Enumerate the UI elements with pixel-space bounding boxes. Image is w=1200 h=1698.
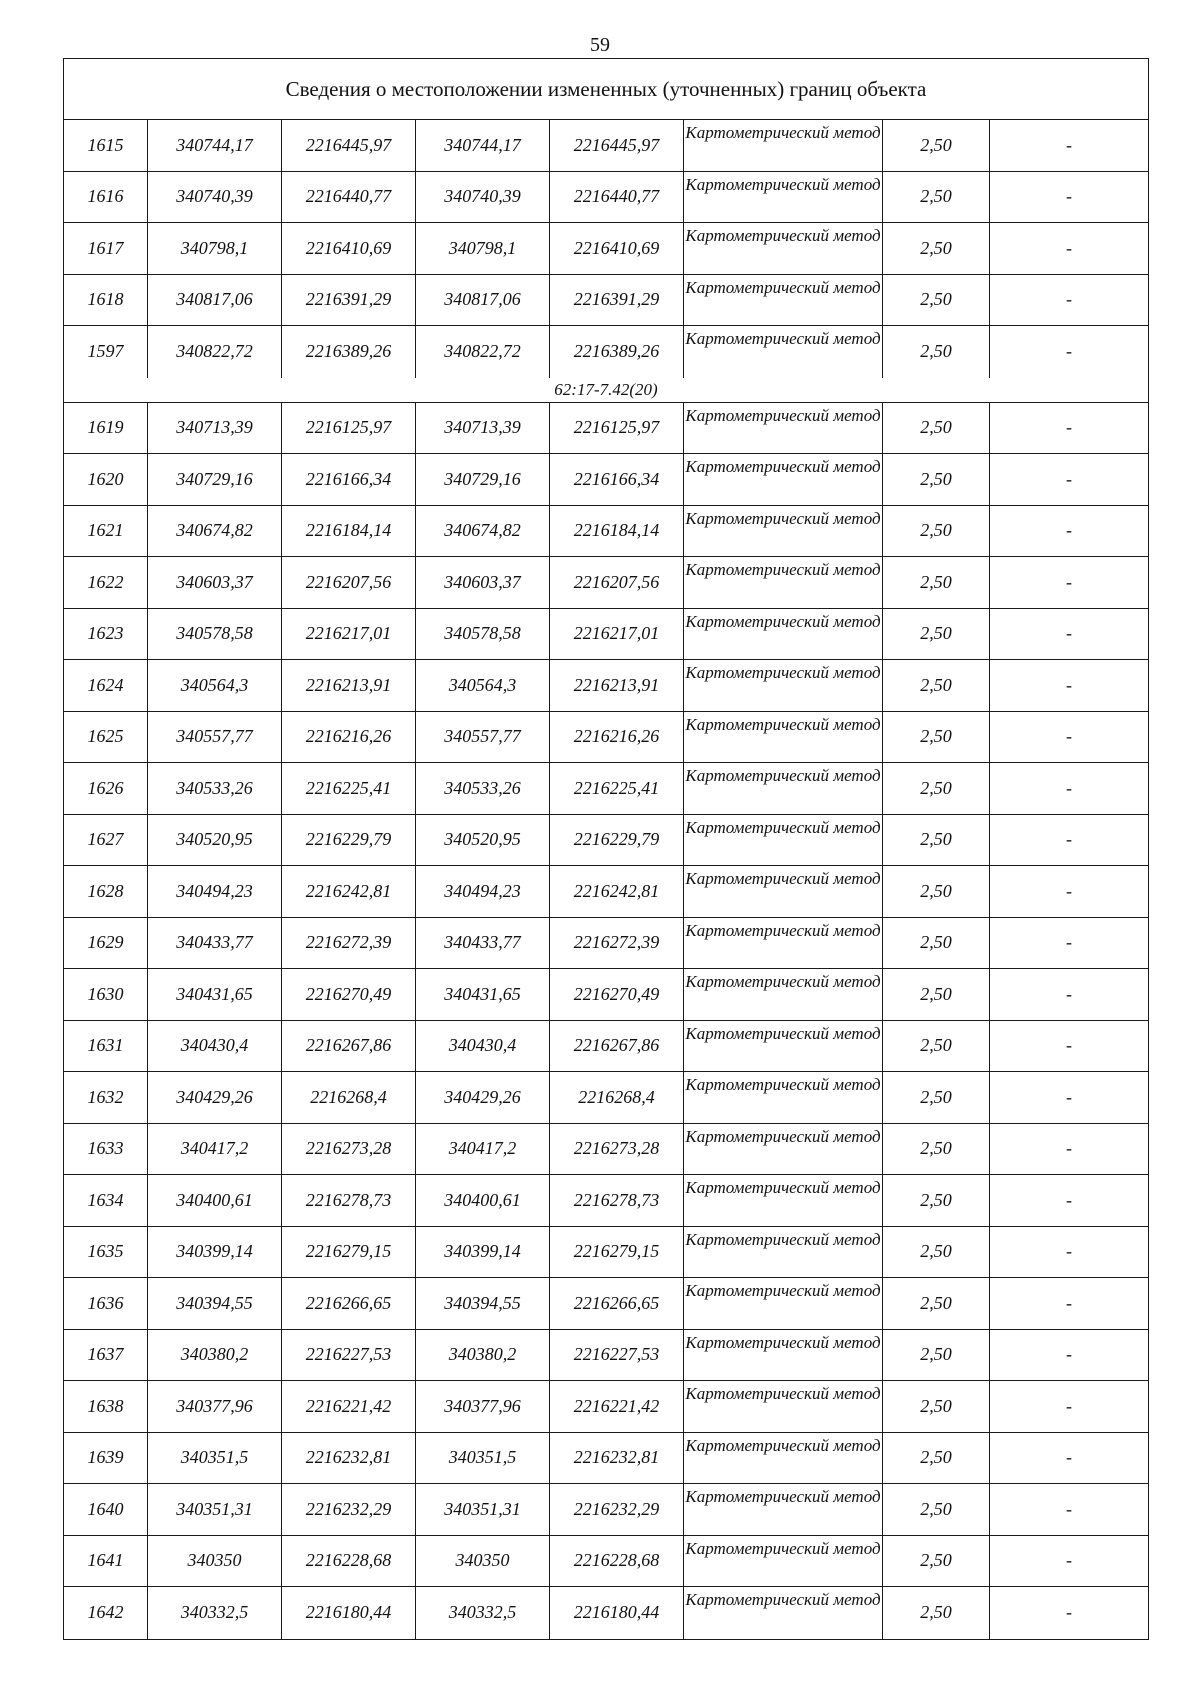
- description-cell: -: [1066, 237, 1072, 258]
- y-coordinate: 2216229,79: [282, 815, 416, 866]
- accuracy-cell: 2,50: [883, 712, 990, 763]
- method-cell: Картометрический метод: [684, 454, 883, 505]
- x-coordinate-new: 340557,77: [416, 712, 550, 763]
- accuracy-cell: 2,50: [883, 326, 990, 378]
- y-coordinate-new: 2216445,97: [550, 120, 684, 171]
- point-number: 1630: [64, 969, 148, 1020]
- table-row: [64, 120, 1148, 172]
- y-coordinate: 2216125,97: [282, 403, 416, 454]
- y-coordinate-new: 2216410,69: [550, 223, 684, 274]
- table-row: [64, 506, 1148, 558]
- description-cell: -: [1066, 726, 1072, 747]
- x-coordinate-new: 340578,58: [416, 609, 550, 660]
- table-row: [64, 1021, 1148, 1073]
- method-cell: Картометрический метод: [684, 1021, 883, 1072]
- y-coordinate-new: 2216125,97: [550, 403, 684, 454]
- y-coordinate: 2216272,39: [282, 918, 416, 969]
- x-coordinate: 340729,16: [148, 454, 282, 505]
- x-coordinate-new: 340817,06: [416, 275, 550, 326]
- x-coordinate-new: 340429,26: [416, 1072, 550, 1123]
- table-row: [64, 712, 1148, 764]
- x-coordinate: 340674,82: [148, 506, 282, 557]
- method-cell: Картометрический метод: [684, 1381, 883, 1432]
- y-coordinate: 2216270,49: [282, 969, 416, 1020]
- point-number: 1636: [64, 1278, 148, 1329]
- y-coordinate: 2216279,15: [282, 1227, 416, 1278]
- y-coordinate-new: 2216278,73: [550, 1175, 684, 1226]
- point-number: 1623: [64, 609, 148, 660]
- y-coordinate-new: 2216272,39: [550, 918, 684, 969]
- accuracy-cell: 2,50: [883, 815, 990, 866]
- table-row: [64, 1227, 1148, 1279]
- y-coordinate-new: 2216232,81: [550, 1433, 684, 1484]
- y-coordinate: 2216184,14: [282, 506, 416, 557]
- table-title: Сведения о местоположении измененных (уточненных) границ объекта: [64, 59, 1148, 120]
- point-number: 1639: [64, 1433, 148, 1484]
- point-number: 1641: [64, 1536, 148, 1587]
- accuracy-cell: 2,50: [883, 969, 990, 1020]
- description-cell: -: [1066, 983, 1072, 1004]
- table-row: [64, 1381, 1148, 1433]
- x-coordinate-new: 340674,82: [416, 506, 550, 557]
- method-cell: Картометрический метод: [684, 326, 883, 378]
- table-row: [64, 1072, 1148, 1124]
- method-cell: Картометрический метод: [684, 557, 883, 608]
- method-cell: Картометрический метод: [684, 660, 883, 711]
- table-row: [64, 1330, 1148, 1382]
- description-cell: -: [1066, 134, 1072, 155]
- x-coordinate: 340351,31: [148, 1484, 282, 1535]
- accuracy-cell: 2,50: [883, 557, 990, 608]
- point-number: 1638: [64, 1381, 148, 1432]
- point-number: 1618: [64, 275, 148, 326]
- point-number: 1626: [64, 763, 148, 814]
- y-coordinate: 2216227,53: [282, 1330, 416, 1381]
- accuracy-cell: 2,50: [883, 1021, 990, 1072]
- description-cell: -: [1066, 880, 1072, 901]
- accuracy-cell: 2,50: [883, 1227, 990, 1278]
- method-cell: Картометрический метод: [684, 223, 883, 274]
- accuracy-cell: 2,50: [883, 1072, 990, 1123]
- accuracy-cell: 2,50: [883, 1587, 990, 1639]
- y-coordinate: 2216216,26: [282, 712, 416, 763]
- row-group-a: [64, 120, 1148, 378]
- table-row: [64, 918, 1148, 970]
- accuracy-cell: 2,50: [883, 454, 990, 505]
- x-coordinate: 340713,39: [148, 403, 282, 454]
- x-coordinate: 340798,1: [148, 223, 282, 274]
- description-cell: -: [1066, 1189, 1072, 1210]
- accuracy-cell: 2,50: [883, 1484, 990, 1535]
- x-coordinate-new: 340533,26: [416, 763, 550, 814]
- x-coordinate: 340400,61: [148, 1175, 282, 1226]
- y-coordinate: 2216268,4: [282, 1072, 416, 1123]
- method-cell: Картометрический метод: [684, 1278, 883, 1329]
- y-coordinate-new: 2216225,41: [550, 763, 684, 814]
- table-row: [64, 1536, 1148, 1588]
- x-coordinate-new: 340332,5: [416, 1587, 550, 1639]
- y-coordinate-new: 2216270,49: [550, 969, 684, 1020]
- x-coordinate: 340603,37: [148, 557, 282, 608]
- point-number: 1616: [64, 172, 148, 223]
- accuracy-cell: 2,50: [883, 609, 990, 660]
- y-coordinate: 2216273,28: [282, 1124, 416, 1175]
- y-coordinate-new: 2216180,44: [550, 1587, 684, 1639]
- x-coordinate-new: 340744,17: [416, 120, 550, 171]
- description-cell: -: [1066, 341, 1072, 362]
- y-coordinate: 2216266,65: [282, 1278, 416, 1329]
- y-coordinate-new: 2216389,26: [550, 326, 684, 378]
- x-coordinate-new: 340564,3: [416, 660, 550, 711]
- table-row: [64, 275, 1148, 327]
- table-row: [64, 1124, 1148, 1176]
- accuracy-cell: 2,50: [883, 403, 990, 454]
- table-row: [64, 1484, 1148, 1536]
- method-cell: Картометрический метод: [684, 969, 883, 1020]
- method-cell: Картометрический метод: [684, 1227, 883, 1278]
- x-coordinate: 340578,58: [148, 609, 282, 660]
- section-label: 62:17-7.42(20): [64, 378, 1148, 403]
- description-cell: -: [1066, 1086, 1072, 1107]
- x-coordinate-new: 340520,95: [416, 815, 550, 866]
- method-cell: Картометрический метод: [684, 120, 883, 171]
- description-cell: -: [1066, 520, 1072, 541]
- table-row: [64, 1433, 1148, 1485]
- point-number: 1619: [64, 403, 148, 454]
- description-cell: -: [1066, 1138, 1072, 1159]
- method-cell: Картометрический метод: [684, 275, 883, 326]
- method-cell: Картометрический метод: [684, 918, 883, 969]
- method-cell: Картометрический метод: [684, 763, 883, 814]
- description-cell: -: [1066, 1447, 1072, 1468]
- x-coordinate: 340394,55: [148, 1278, 282, 1329]
- method-cell: Картометрический метод: [684, 609, 883, 660]
- method-cell: Картометрический метод: [684, 1433, 883, 1484]
- x-coordinate: 340399,14: [148, 1227, 282, 1278]
- x-coordinate-new: 340430,4: [416, 1021, 550, 1072]
- point-number: 1620: [64, 454, 148, 505]
- y-coordinate: 2216228,68: [282, 1536, 416, 1587]
- x-coordinate-new: 340433,77: [416, 918, 550, 969]
- y-coordinate-new: 2216267,86: [550, 1021, 684, 1072]
- y-coordinate: 2216180,44: [282, 1587, 416, 1639]
- x-coordinate-new: 340494,23: [416, 866, 550, 917]
- method-cell: Картометрический метод: [684, 172, 883, 223]
- point-number: 1634: [64, 1175, 148, 1226]
- description-cell: -: [1066, 1292, 1072, 1313]
- y-coordinate-new: 2216268,4: [550, 1072, 684, 1123]
- y-coordinate-new: 2216207,56: [550, 557, 684, 608]
- accuracy-cell: 2,50: [883, 918, 990, 969]
- y-coordinate: 2216217,01: [282, 609, 416, 660]
- y-coordinate-new: 2216391,29: [550, 275, 684, 326]
- y-coordinate: 2216221,42: [282, 1381, 416, 1432]
- point-number: 1627: [64, 815, 148, 866]
- accuracy-cell: 2,50: [883, 275, 990, 326]
- x-coordinate: 340350: [148, 1536, 282, 1587]
- y-coordinate: 2216213,91: [282, 660, 416, 711]
- accuracy-cell: 2,50: [883, 1381, 990, 1432]
- accuracy-cell: 2,50: [883, 223, 990, 274]
- x-coordinate: 340520,95: [148, 815, 282, 866]
- accuracy-cell: 2,50: [883, 1433, 990, 1484]
- description-cell: -: [1066, 186, 1072, 207]
- x-coordinate-new: 340431,65: [416, 969, 550, 1020]
- x-coordinate-new: 340351,5: [416, 1433, 550, 1484]
- description-cell: -: [1066, 1550, 1072, 1571]
- point-number: 1628: [64, 866, 148, 917]
- point-number: 1637: [64, 1330, 148, 1381]
- x-coordinate-new: 340400,61: [416, 1175, 550, 1226]
- table-row: [64, 403, 1148, 455]
- description-cell: -: [1066, 417, 1072, 438]
- point-number: 1632: [64, 1072, 148, 1123]
- x-coordinate-new: 340399,14: [416, 1227, 550, 1278]
- point-number: 1621: [64, 506, 148, 557]
- x-coordinate-new: 340822,72: [416, 326, 550, 378]
- point-number: 1640: [64, 1484, 148, 1535]
- y-coordinate: 2216391,29: [282, 275, 416, 326]
- point-number: 1633: [64, 1124, 148, 1175]
- y-coordinate-new: 2216166,34: [550, 454, 684, 505]
- y-coordinate: 2216166,34: [282, 454, 416, 505]
- y-coordinate: 2216242,81: [282, 866, 416, 917]
- description-cell: -: [1066, 468, 1072, 489]
- description-cell: -: [1066, 1395, 1072, 1416]
- x-coordinate: 340564,3: [148, 660, 282, 711]
- point-number: 1625: [64, 712, 148, 763]
- table-row: [64, 1175, 1148, 1227]
- description-cell: -: [1066, 623, 1072, 644]
- x-coordinate-new: 340729,16: [416, 454, 550, 505]
- y-coordinate-new: 2216217,01: [550, 609, 684, 660]
- description-cell: -: [1066, 1344, 1072, 1365]
- point-number: 1615: [64, 120, 148, 171]
- x-coordinate: 340417,2: [148, 1124, 282, 1175]
- page-number: 59: [590, 34, 610, 56]
- y-coordinate: 2216440,77: [282, 172, 416, 223]
- method-cell: Картометрический метод: [684, 1484, 883, 1535]
- y-coordinate-new: 2216266,65: [550, 1278, 684, 1329]
- method-cell: Картометрический метод: [684, 1072, 883, 1123]
- description-cell: -: [1066, 289, 1072, 310]
- y-coordinate-new: 2216184,14: [550, 506, 684, 557]
- point-number: 1631: [64, 1021, 148, 1072]
- y-coordinate: 2216207,56: [282, 557, 416, 608]
- y-coordinate-new: 2216229,79: [550, 815, 684, 866]
- method-cell: Картометрический метод: [684, 1587, 883, 1639]
- x-coordinate-new: 340740,39: [416, 172, 550, 223]
- method-cell: Картометрический метод: [684, 815, 883, 866]
- table-row: [64, 969, 1148, 1021]
- y-coordinate-new: 2216440,77: [550, 172, 684, 223]
- description-cell: -: [1066, 1241, 1072, 1262]
- accuracy-cell: 2,50: [883, 506, 990, 557]
- x-coordinate: 340817,06: [148, 275, 282, 326]
- point-number: 1629: [64, 918, 148, 969]
- y-coordinate-new: 2216227,53: [550, 1330, 684, 1381]
- x-coordinate-new: 340351,31: [416, 1484, 550, 1535]
- x-coordinate: 340494,23: [148, 866, 282, 917]
- accuracy-cell: 2,50: [883, 1536, 990, 1587]
- coordinates-table: [63, 58, 1149, 1640]
- table-row: [64, 172, 1148, 224]
- accuracy-cell: 2,50: [883, 1330, 990, 1381]
- method-cell: Картометрический метод: [684, 1536, 883, 1587]
- y-coordinate: 2216278,73: [282, 1175, 416, 1226]
- description-cell: -: [1066, 777, 1072, 798]
- y-coordinate-new: 2216216,26: [550, 712, 684, 763]
- description-cell: -: [1066, 1602, 1072, 1623]
- accuracy-cell: 2,50: [883, 1278, 990, 1329]
- table-row: [64, 660, 1148, 712]
- method-cell: Картометрический метод: [684, 1330, 883, 1381]
- method-cell: Картометрический метод: [684, 506, 883, 557]
- accuracy-cell: 2,50: [883, 172, 990, 223]
- table-row: [64, 1278, 1148, 1330]
- x-coordinate: 340377,96: [148, 1381, 282, 1432]
- x-coordinate: 340380,2: [148, 1330, 282, 1381]
- x-coordinate-new: 340350: [416, 1536, 550, 1587]
- x-coordinate-new: 340417,2: [416, 1124, 550, 1175]
- row-group-b: [64, 403, 1148, 1639]
- point-number: 1617: [64, 223, 148, 274]
- method-cell: Картометрический метод: [684, 403, 883, 454]
- x-coordinate: 340431,65: [148, 969, 282, 1020]
- point-number: 1624: [64, 660, 148, 711]
- method-cell: Картометрический метод: [684, 1175, 883, 1226]
- table-row: [64, 609, 1148, 661]
- x-coordinate: 340557,77: [148, 712, 282, 763]
- accuracy-cell: 2,50: [883, 763, 990, 814]
- table-row: [64, 815, 1148, 867]
- accuracy-cell: 2,50: [883, 660, 990, 711]
- table-row: [64, 326, 1148, 378]
- x-coordinate-new: 340798,1: [416, 223, 550, 274]
- y-coordinate: 2216232,81: [282, 1433, 416, 1484]
- accuracy-cell: 2,50: [883, 1175, 990, 1226]
- x-coordinate: 340430,4: [148, 1021, 282, 1072]
- y-coordinate: 2216225,41: [282, 763, 416, 814]
- x-coordinate-new: 340377,96: [416, 1381, 550, 1432]
- description-cell: -: [1066, 829, 1072, 850]
- point-number: 1597: [64, 326, 148, 378]
- y-coordinate: 2216232,29: [282, 1484, 416, 1535]
- method-cell: Картометрический метод: [684, 866, 883, 917]
- y-coordinate-new: 2216221,42: [550, 1381, 684, 1432]
- description-cell: -: [1066, 1035, 1072, 1056]
- point-number: 1642: [64, 1587, 148, 1639]
- y-coordinate: 2216410,69: [282, 223, 416, 274]
- x-coordinate-new: 340380,2: [416, 1330, 550, 1381]
- description-cell: -: [1066, 1498, 1072, 1519]
- description-cell: -: [1066, 674, 1072, 695]
- table-row: [64, 1587, 1148, 1639]
- x-coordinate: 340744,17: [148, 120, 282, 171]
- y-coordinate-new: 2216242,81: [550, 866, 684, 917]
- x-coordinate: 340351,5: [148, 1433, 282, 1484]
- x-coordinate: 340332,5: [148, 1587, 282, 1639]
- x-coordinate: 340533,26: [148, 763, 282, 814]
- y-coordinate-new: 2216273,28: [550, 1124, 684, 1175]
- accuracy-cell: 2,50: [883, 1124, 990, 1175]
- x-coordinate: 340740,39: [148, 172, 282, 223]
- description-cell: -: [1066, 932, 1072, 953]
- table-row: [64, 223, 1148, 275]
- method-cell: Картометрический метод: [684, 712, 883, 763]
- description-cell: -: [1066, 571, 1072, 592]
- accuracy-cell: 2,50: [883, 120, 990, 171]
- x-coordinate: 340429,26: [148, 1072, 282, 1123]
- y-coordinate-new: 2216213,91: [550, 660, 684, 711]
- y-coordinate: 2216389,26: [282, 326, 416, 378]
- point-number: 1635: [64, 1227, 148, 1278]
- y-coordinate-new: 2216279,15: [550, 1227, 684, 1278]
- y-coordinate-new: 2216228,68: [550, 1536, 684, 1587]
- x-coordinate: 340433,77: [148, 918, 282, 969]
- x-coordinate: 340822,72: [148, 326, 282, 378]
- x-coordinate-new: 340713,39: [416, 403, 550, 454]
- x-coordinate-new: 340603,37: [416, 557, 550, 608]
- method-cell: Картометрический метод: [684, 1124, 883, 1175]
- table-row: [64, 866, 1148, 918]
- table-row: [64, 557, 1148, 609]
- table-row: [64, 763, 1148, 815]
- point-number: 1622: [64, 557, 148, 608]
- accuracy-cell: 2,50: [883, 866, 990, 917]
- y-coordinate-new: 2216232,29: [550, 1484, 684, 1535]
- y-coordinate: 2216267,86: [282, 1021, 416, 1072]
- x-coordinate-new: 340394,55: [416, 1278, 550, 1329]
- table-row: [64, 454, 1148, 506]
- y-coordinate: 2216445,97: [282, 120, 416, 171]
